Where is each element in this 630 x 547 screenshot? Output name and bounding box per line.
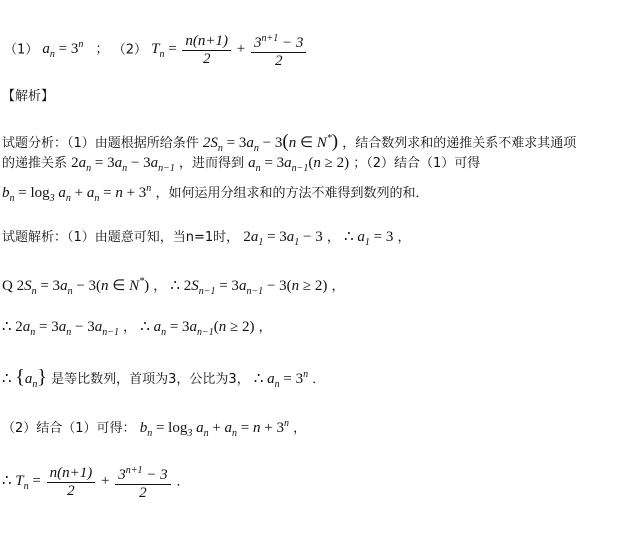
analysis-line-2-text-b: ，进而得到 bbox=[178, 156, 244, 171]
answer-part2-label: （2） bbox=[112, 42, 147, 58]
answer-part1-label: （1） bbox=[4, 42, 39, 58]
solution-line-5 bbox=[2, 415, 306, 443]
solution-line-4-end: ． bbox=[312, 372, 326, 387]
analysis-line-1-text-b: ，结合数列求和的递推关系不难求其通项 bbox=[342, 136, 577, 151]
analysis-line-3-text: ，如何运用分组求和的方法不难得到数列的和． bbox=[155, 186, 429, 201]
solution-line-3 bbox=[2, 318, 272, 342]
solution-line-2-math-a: Q $2S_n = 3a_n - 3(n$ ∈ N*) bbox=[2, 276, 150, 297]
solution-line-2-math-b: ∴ $2S_{n-1} = 3a_{n-1} - 3(n \ge 2)$ bbox=[170, 278, 328, 297]
solution-line-2 bbox=[2, 273, 345, 301]
analysis-line-2-text-a: 的递推关系 bbox=[2, 156, 68, 171]
answer-line bbox=[4, 30, 308, 70]
solution-line-6-end: ． bbox=[176, 474, 190, 490]
analysis-line-1-text-a: 试题分析：（1）由题根据所给条件 bbox=[2, 136, 199, 151]
solution-line-2-text-b: ， bbox=[331, 279, 345, 294]
solution-line-3-math-b: ∴ $a_n = 3a_{n-1}(n \ge 2)$ bbox=[140, 319, 255, 338]
solution-line-5-text: （2）结合（1）可得： bbox=[2, 421, 136, 436]
solution-line-6 bbox=[2, 462, 189, 502]
analysis-line-2-math-b: $a_n = 3a_{n-1}(n \ge 2)$ bbox=[248, 155, 350, 174]
analysis-line-2 bbox=[2, 154, 480, 178]
solution-line-3-text-b: ， bbox=[258, 320, 272, 335]
solution-line-1-math-b: ∴ $a_1 = 3$ bbox=[344, 229, 394, 248]
analysis-line-2-text-c: ；（2）结合（1）可得 bbox=[353, 156, 481, 171]
solution-line-6-math: ∴ $T_n$ = $\frac{n(n+1)}{2}$ + $\frac{3^{n+1} - 3}{2}$ bbox=[2, 473, 176, 489]
solution-line-1-text-a: 试题解析：（1）由题意可知，当n=1时， bbox=[2, 230, 240, 245]
solution-line-2-text-a: ， bbox=[153, 279, 167, 294]
solution-line-4-text: 是等比数列，首项为3，公比为3， bbox=[51, 372, 250, 387]
solution-line-4 bbox=[2, 366, 325, 394]
solution-line-5-math: $b_n = \log_3 a_n + a_n = n + 3^n$ bbox=[139, 418, 289, 439]
answer-part2-math: $T_n$ = $\frac{n(n+1)}{2}$ + $\frac{3^{n+1} - 3}{2}$ bbox=[151, 41, 308, 57]
solution-line-5-end: ， bbox=[293, 421, 307, 436]
solution-line-1-math-a: $2a_1 = 3a_1 - 3$ bbox=[243, 229, 323, 248]
answer-part1-math: $a_n = 3^n$ bbox=[42, 39, 84, 61]
solution-line-4-math-a: ∴ $\{a_n\}$ bbox=[2, 366, 48, 390]
analysis-line-2-math-a: $2a_n = 3a_n - 3a_{n-1}$ bbox=[71, 155, 175, 174]
solution-line-4-math-b: ∴ $a_n = 3^n$ bbox=[253, 369, 309, 390]
answer-separator: ； bbox=[95, 42, 109, 58]
analysis-line-3 bbox=[2, 180, 428, 208]
solution-line-3-text-a: ， bbox=[123, 320, 137, 335]
analysis-line-1-math: $2S_n = 3a_n - 3(n$ ∈ N*) bbox=[202, 131, 339, 154]
solution-line-1-text-c: ， bbox=[397, 230, 411, 245]
analysis-line-3-math: $b_n = \log_3 a_n + a_n = n + 3^n$ bbox=[2, 183, 152, 204]
solution-line-1-text-b: ， bbox=[326, 230, 340, 245]
solution-line-1 bbox=[2, 228, 410, 252]
solution-line-3-math-a: ∴ $2a_n = 3a_n - 3a_{n-1}$ bbox=[2, 319, 119, 338]
analysis-heading: 【解析】 bbox=[2, 89, 55, 104]
